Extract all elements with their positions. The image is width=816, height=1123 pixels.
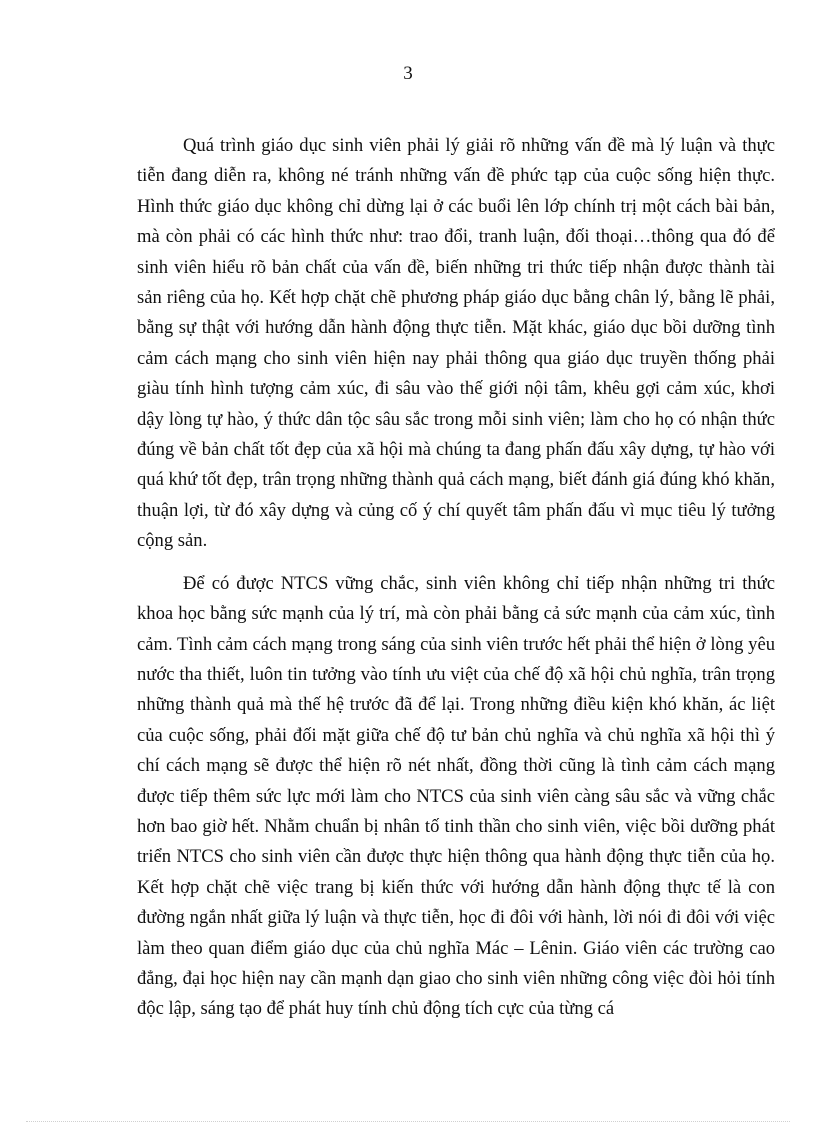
page-number: 3 [403,63,413,84]
page-bottom-divider [26,1121,790,1122]
paragraph-2: Để có được NTCS vững chắc, sinh viên không chỉ tiếp nhận những tri thức khoa học bằng sức mạnh của lý trí, mà còn phải bằng cả sức mạnh của cảm xúc, tình cảm. Tình cảm cách mạng trong sáng của sinh viên trước hết phải thể hiện ở lòng yêu nước tha thiết, luôn tin tưởng vào tính ưu việt của chế độ xã hội chủ nghĩa, trân trọng những thành quả mà thế hệ trước đã để lại. Trong những điều kiện khó khăn, ác liệt của cuộc sống, phải đối mặt giữa chế độ tư bản chủ nghĩa và chủ nghĩa xã hội thì ý chí cách mạng sẽ được thể hiện rõ nét nhất, đồng thời cũng là tình cảm cách mạng được tiếp thêm sức lực mới làm cho NTCS của sinh viên càng sâu sắc và vững chắc hơn bao giờ hết. Nhằm chuẩn bị nhân tố tinh thần cho sinh viên, việc bồi dưỡng phát triển NTCS cho sinh viên cần được thực hiện thông qua hành động thực tiễn của họ. Kết hợp chặt chẽ việc trang bị kiến thức với hướng dẫn hành động thực tế là con đường ngắn nhất giữa lý luận và thực tiễn, học đi đôi với hành, lời nói đi đôi với việc làm theo quan điểm giáo dục của chủ nghĩa Mác – Lênin. Giáo viên các trường cao đẳng, đại học hiện nay cần mạnh dạn giao cho sinh viên những công việc đòi hỏi tính độc lập, sáng tạo để phát huy tính chủ động tích cực của từng cá [137,572,775,1020]
paragraph-1: Quá trình giáo dục sinh viên phải lý giải rõ những vấn đề mà lý luận và thực tiễn đang diễn ra, không né tránh những vấn đề phức tạp của cuộc sống hiện thực. Hình thức giáo dục không chỉ dừng lại ở các buổi lên lớp chính trị một cách bài bản, mà còn phải có các hình thức như: trao đổi, tranh luận, đối thoại…thông qua đó để sinh viên hiểu rõ bản chất của vấn đề, biến những tri thức tiếp nhận được thành tài sản riêng của họ. Kết hợp chặt chẽ phương pháp giáo dục bằng chân lý, bằng lẽ phải, bằng sự thật với hướng dẫn hành động thực tiễn. Mặt khác, giáo dục bồi dưỡng tình cảm cách mạng cho sinh viên hiện nay phải thông qua giáo dục truyền thống phải giàu tính hình tượng cảm xúc, đi sâu vào thế giới nội tâm, khêu gợi cảm xúc, khơi dậy lòng tự hào, ý thức dân tộc sâu sắc trong mỗi sinh viên; làm cho họ có nhận thức đúng về bản chất tốt đẹp của xã hội mà chúng ta đang phấn đấu xây dựng, tự hào với quá khứ tốt đẹp, trân trọng những thành quả cách mạng, biết đánh giá đúng khó khăn, thuận lợi, từ đó xây dựng và củng cố ý chí quyết tâm phấn đấu vì mục tiêu lý tưởng cộng sản. [137,135,775,552]
document-body [137,131,775,1025]
